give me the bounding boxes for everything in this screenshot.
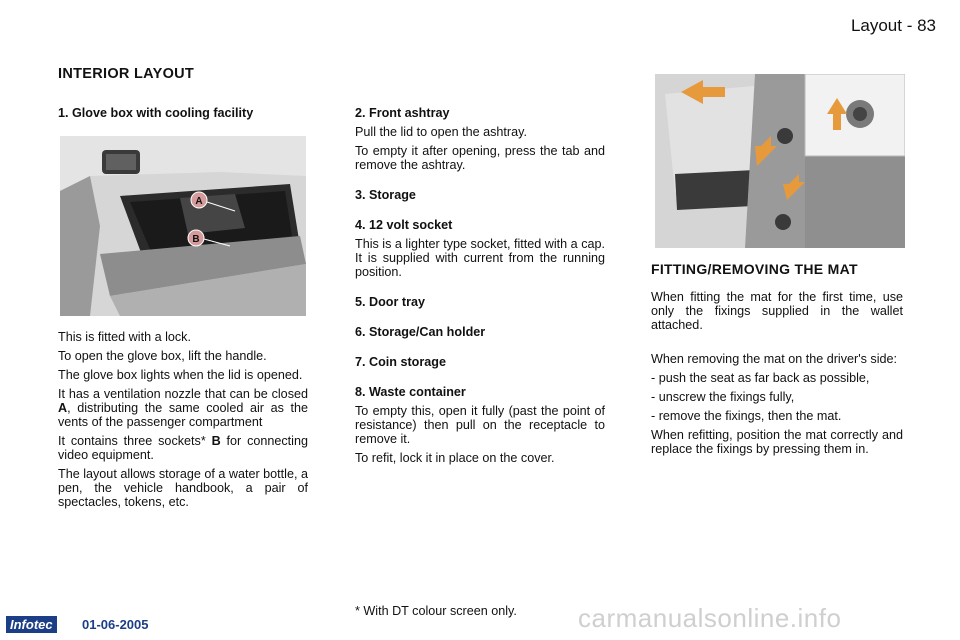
glove-box-heading: 1. Glove box with cooling facility <box>58 106 254 120</box>
glove-box-para-nozzle <box>58 387 308 429</box>
mat-para-fitting: When fitting the mat for the first time, use only the fixings supplied in the wallet attached. <box>651 290 903 332</box>
nozzle-ref-a: A <box>58 401 68 415</box>
ashtray-para-open: Pull the lid to open the ashtray. <box>355 125 527 139</box>
glove-box-photo <box>60 136 306 316</box>
watermark: carmanualsonline.info <box>578 603 842 633</box>
glove-box-para-lock: This is fitted with a lock. <box>58 330 191 344</box>
footer-date: 01-06-2005 <box>82 617 149 632</box>
page-title: INTERIOR LAYOUT <box>58 66 195 82</box>
mat-para-refitting: When refitting, position the mat correctly and replace the fixings by pressing them in. <box>651 428 903 456</box>
sockets-text-cont: for connecting video equipment. <box>58 434 308 462</box>
front-ashtray-heading: 2. Front ashtray <box>355 106 450 120</box>
mat-step-remove: - remove the fixings, then the mat. <box>651 409 842 423</box>
column-mat <box>651 262 903 461</box>
mat-para-removing: When removing the mat on the driver's side: <box>651 352 897 366</box>
ashtray-para-empty: To empty it after opening, press the tab and remove the ashtray. <box>355 144 605 172</box>
glove-box-para-sockets <box>58 434 308 462</box>
can-holder-heading: 6. Storage/Can holder <box>355 325 486 339</box>
footnote: * With DT colour screen only. <box>355 604 517 618</box>
nozzle-text-cont: , distributing the same cooled air as the vents of the passenger compartment <box>58 401 308 429</box>
waste-para-empty: To empty this, open it fully (past the point of resistance) then pull on the receptacle to remove it. <box>355 404 605 446</box>
coin-storage-heading: 7. Coin storage <box>355 355 446 369</box>
nozzle-text: It has a ventilation nozzle that can be closed <box>58 387 308 401</box>
mat-section-title: FITTING/REMOVING THE MAT <box>651 261 858 277</box>
glove-box-text <box>58 330 308 514</box>
sockets-text: It contains three sockets* <box>58 434 212 448</box>
mat-step-unscrew: - unscrew the fixings fully, <box>651 390 795 404</box>
mat-step-push-seat: - push the seat as far back as possible, <box>651 371 870 385</box>
glove-box-para-lights: The glove box lights when the lid is opened. <box>58 368 303 382</box>
photo-label-a: A <box>195 196 203 207</box>
glove-box-para-storage: The layout allows storage of a water bottle, a pen, the vehicle handbook, a pair of spectacles, tokens, etc. <box>58 467 308 509</box>
waste-para-refit: To refit, lock it in place on the cover. <box>355 451 555 465</box>
column-storage <box>355 106 605 470</box>
socket-para: This is a lighter type socket, fitted with a cap. It is supplied with current from the running position. <box>355 237 605 279</box>
door-tray-heading: 5. Door tray <box>355 295 425 309</box>
sockets-ref-b: B <box>211 434 221 448</box>
socket-heading: 4. 12 volt socket <box>355 218 453 232</box>
mat-photo <box>655 74 905 248</box>
column-glove-box <box>58 106 308 125</box>
waste-container-heading: 8. Waste container <box>355 385 466 399</box>
storage-heading: 3. Storage <box>355 188 416 202</box>
glove-box-para-open: To open the glove box, lift the handle. <box>58 349 267 363</box>
page-header: Layout - 83 <box>850 16 936 35</box>
infotec-badge: Infotec <box>6 616 57 633</box>
photo-label-b: B <box>192 234 200 245</box>
